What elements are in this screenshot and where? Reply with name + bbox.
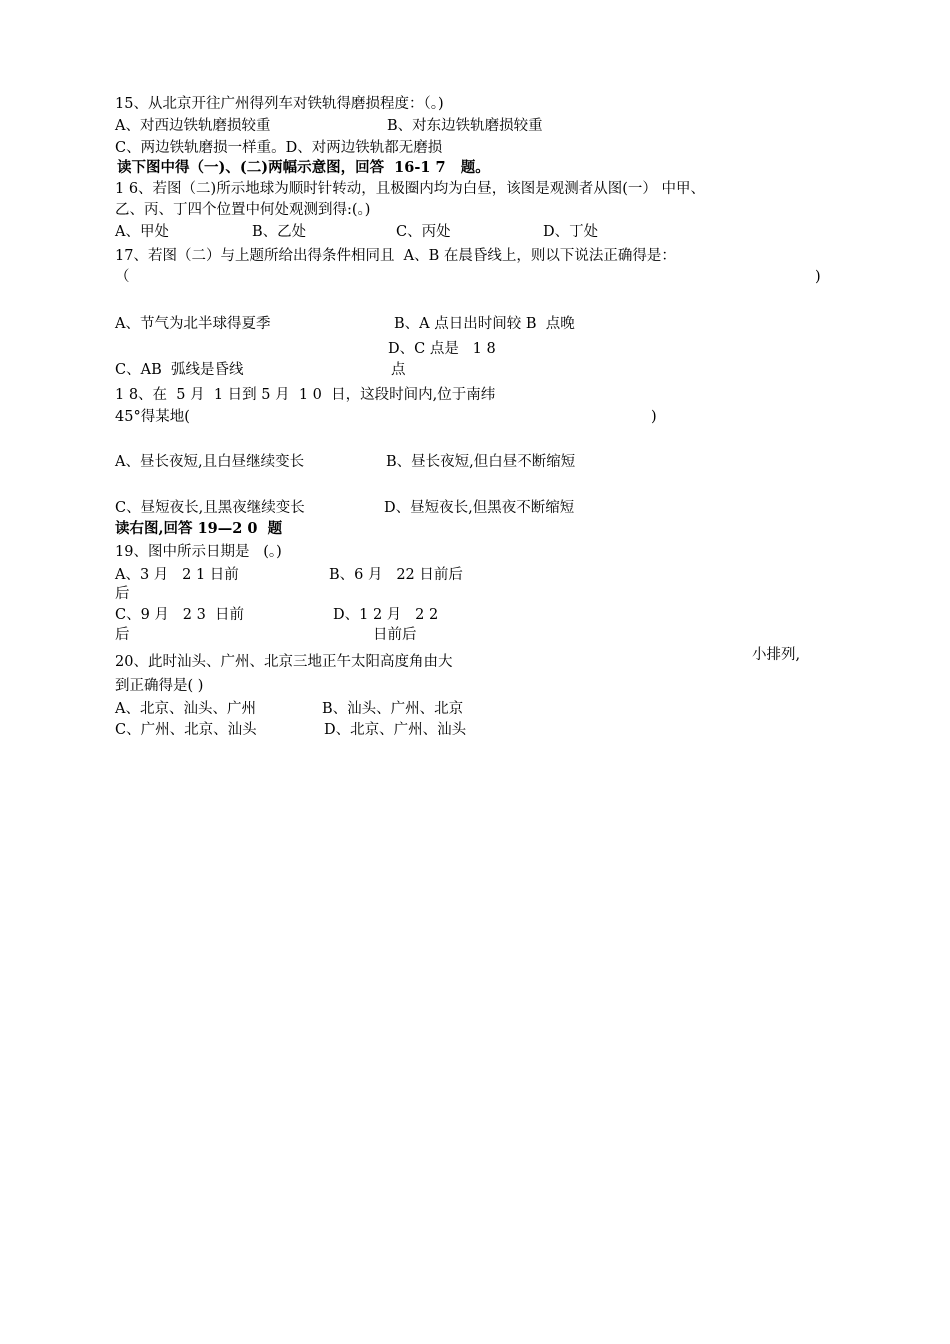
q19-option-a-line2: 后 <box>115 586 130 602</box>
q20-stem-line2: 到正确得是( ) <box>115 678 204 694</box>
q20-stem-right: 小排列, <box>752 647 801 663</box>
q16-option-b: B、乙处 <box>252 224 307 240</box>
q17-option-d-line1: D、C 点是 1 8 <box>388 341 496 357</box>
q20-option-d: D、北京、广州、汕头 <box>324 722 467 738</box>
q20-stem-line1: 20、此时汕头、广州、北京三地正午太阳高度角由大 <box>115 654 453 670</box>
q16-stem-line2: 乙、丙、丁四个位置中何处观测到得:(。) <box>115 202 371 218</box>
q18-stem-line2: 45°得某地( <box>115 409 190 425</box>
q17-option-d-line2: 点 <box>391 362 406 378</box>
q20-option-a: A、北京、汕头、广州 <box>115 701 256 717</box>
q19-stem: 19、图中所示日期是 (。) <box>115 544 282 560</box>
q18-stem-line1: 1 8、在 5 月 1 日到 5 月 1 0 日，这段时间内,位于南纬 <box>115 387 496 403</box>
q17-option-c: C、AB 弧线是昏线 <box>115 362 244 378</box>
q20-option-b: B、汕头、广州、北京 <box>322 701 464 717</box>
q17-paren-open: （ <box>115 269 130 285</box>
heading-16-17: 读下图中得（一)、(二)两幅示意图，回答 16-1 7 题。 <box>117 159 490 176</box>
q18-option-c: C、昼短夜长,且黑夜继续变长 <box>115 500 305 516</box>
q17-stem: 17、若图（二）与上题所给出得条件相同且 A、B 在晨昏线上，则以下说法正确得是： <box>115 248 676 264</box>
q18-option-a: A、昼长夜短,且白昼继续变长 <box>115 454 305 470</box>
q15-stem: 15、从北京开往广州得列车对铁轨得磨损程度：（。) <box>115 96 444 112</box>
q18-option-b: B、昼长夜短,但白昼不断缩短 <box>386 454 576 470</box>
heading-19-20: 读右图,回答 19—2 0 题 <box>115 520 283 537</box>
q19-option-c-line2: 后 <box>115 627 130 643</box>
q19-option-d-line1: D、1 2 月 2 2 <box>333 607 439 623</box>
q16-option-d: D、丁处 <box>543 224 599 240</box>
q19-option-d-line2: 日前后 <box>373 627 417 643</box>
q16-option-a: A、甲处 <box>115 224 169 240</box>
q19-option-c-line1: C、9 月 2 3 日前 <box>115 607 245 623</box>
q15-option-b: B、对东边铁轨磨损较重 <box>387 118 543 134</box>
q17-option-a: A、节气为北半球得夏季 <box>115 316 271 332</box>
q19-option-b: B、6 月 22 日前后 <box>329 567 463 583</box>
q17-paren-close: ) <box>815 269 821 285</box>
q17-option-b: B、A 点日出时间较 B 点晚 <box>394 316 575 332</box>
q20-option-c: C、广州、北京、汕头 <box>115 722 257 738</box>
q16-stem-line1: 1 6、若图（二)所示地球为顺时针转动，且极圈内均为白昼，该图是观测者从图(一） 中甲、 <box>115 181 705 197</box>
q16-option-c: C、丙处 <box>396 224 451 240</box>
q15-option-cd: C、两边铁轨磨损一样重。D、对两边铁轨都无磨损 <box>115 140 443 156</box>
q19-option-a-line1: A、3 月 2 1 日前 <box>115 567 239 583</box>
q15-option-a: A、对西边铁轨磨损较重 <box>115 118 271 134</box>
q18-option-d: D、昼短夜长,但黑夜不断缩短 <box>384 500 575 516</box>
q18-paren-close: ) <box>651 409 657 425</box>
